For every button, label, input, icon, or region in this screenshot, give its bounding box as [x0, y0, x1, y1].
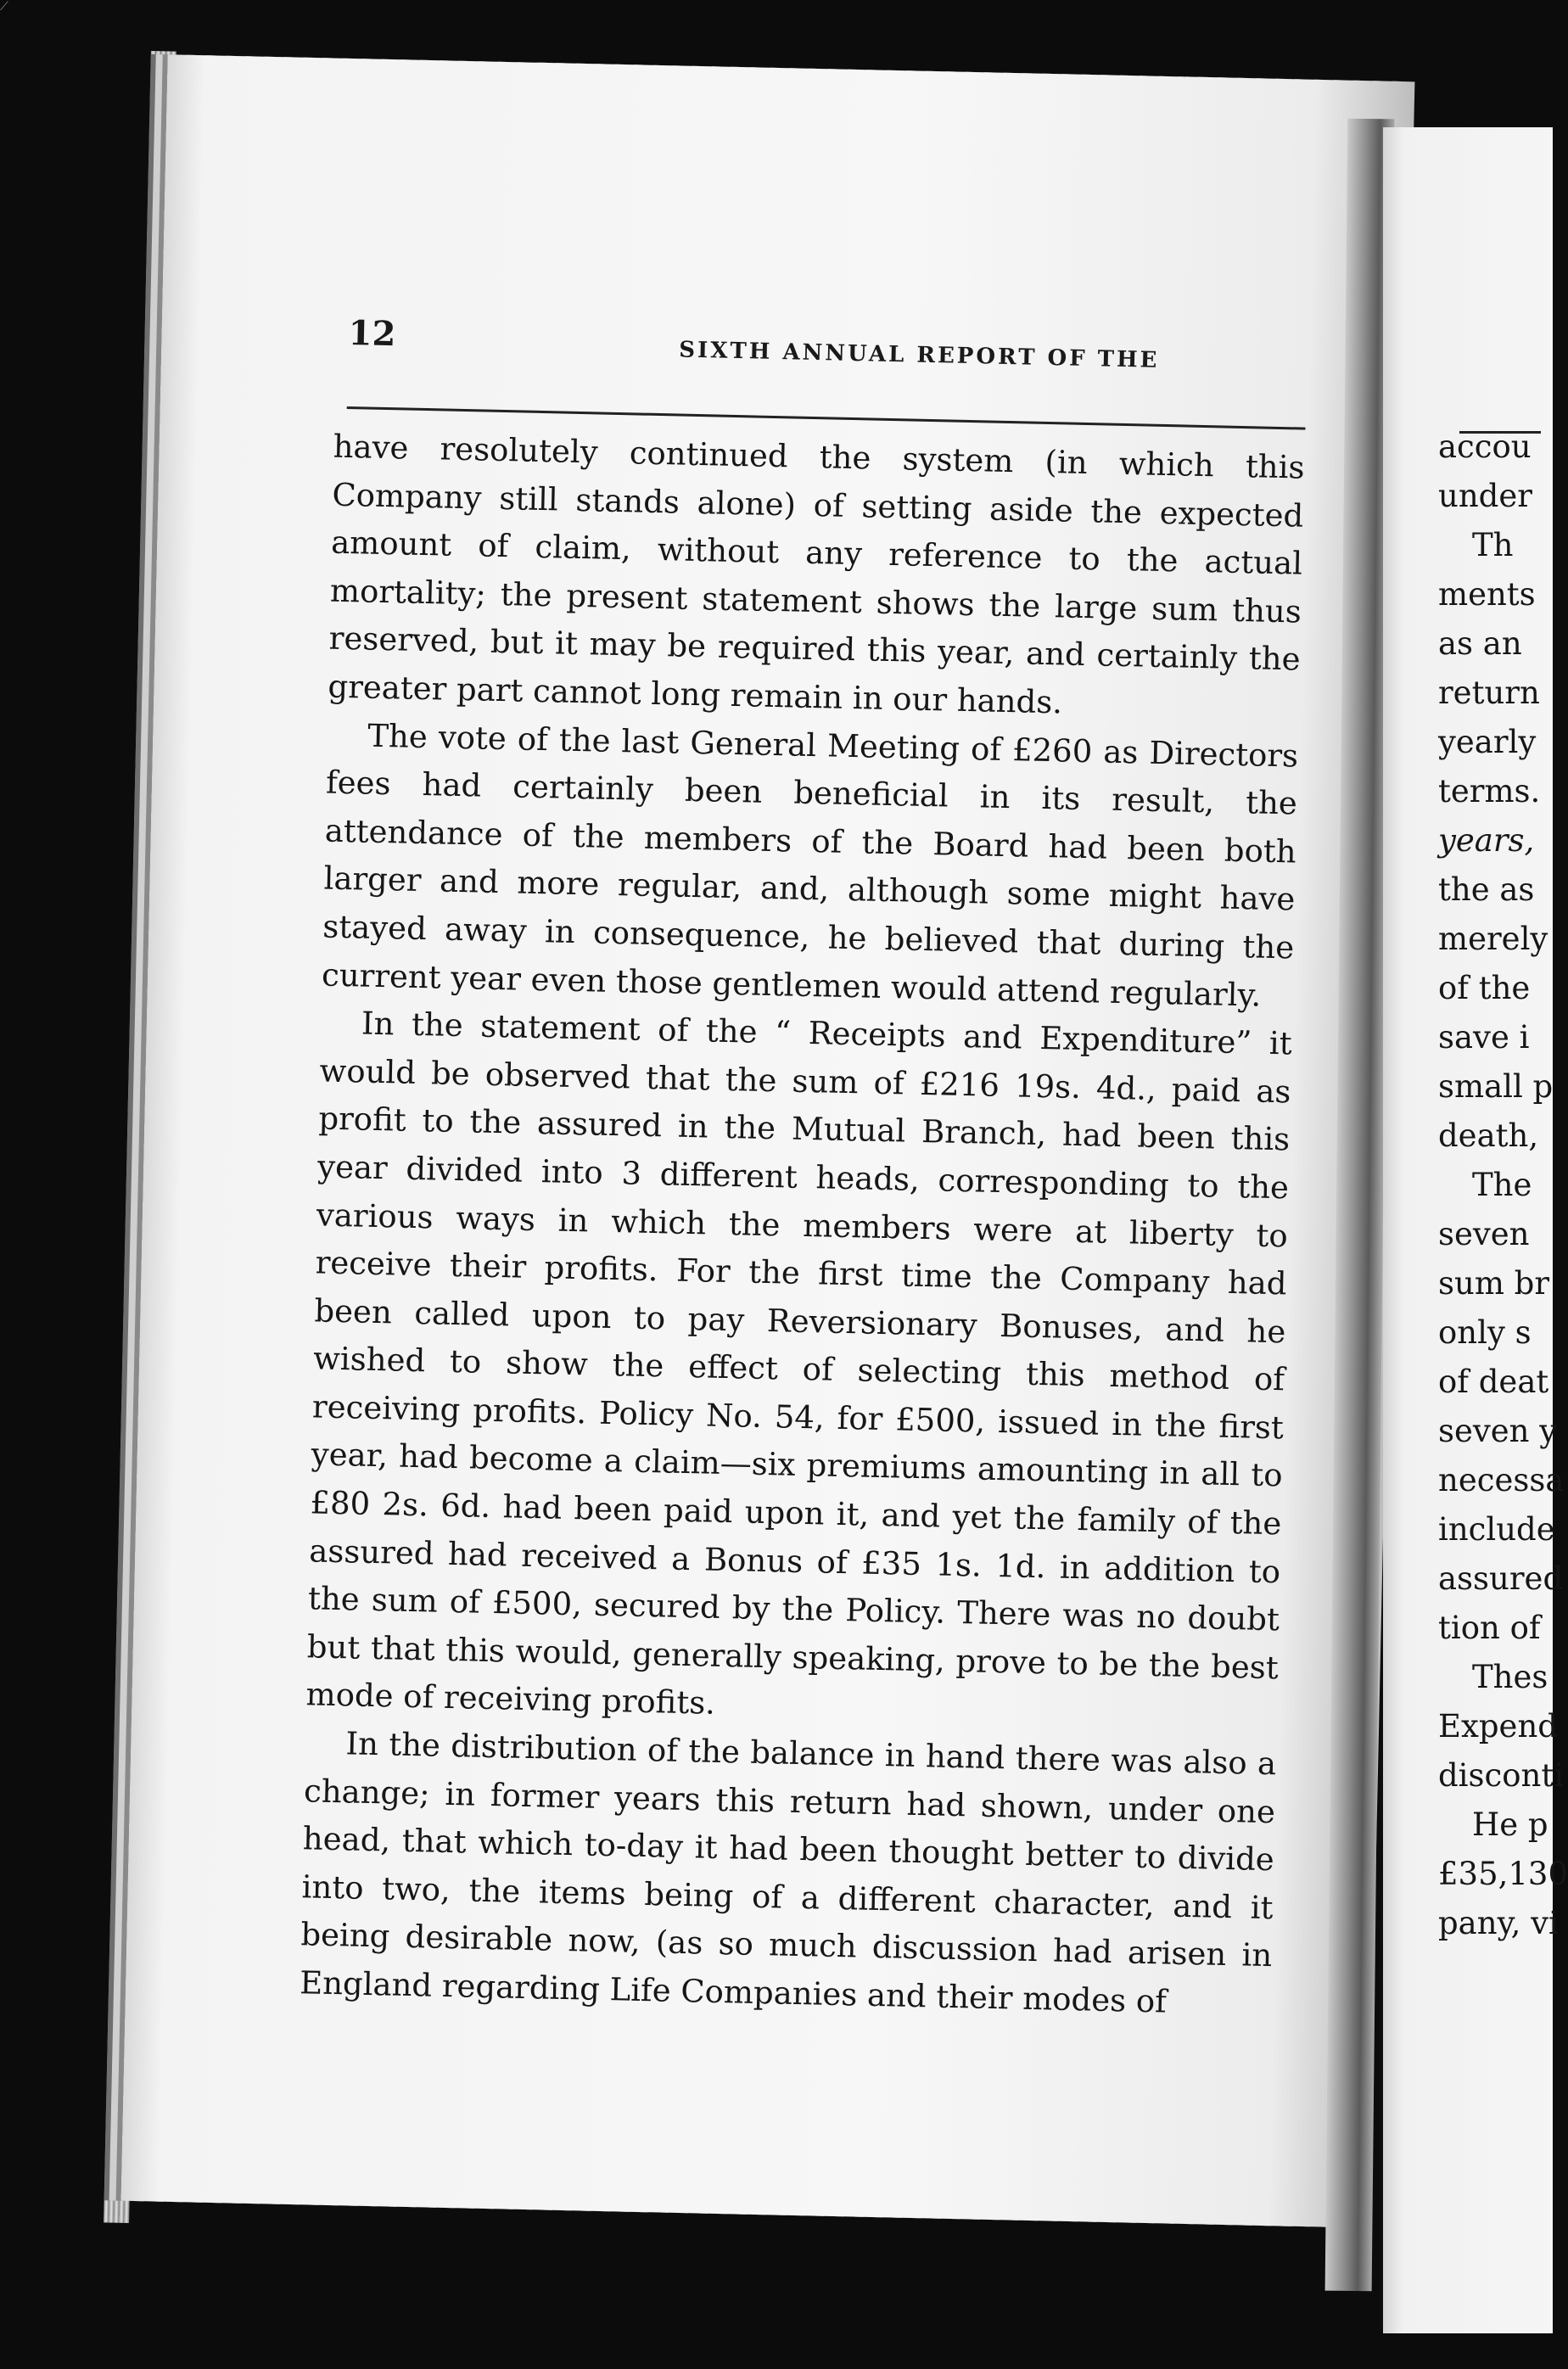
paragraph-2: The vote of the last General Meeting of £260 as Directors fees had certainly been beneficial in its result, the attendance of the members of the Board had been both larger and more regular, and, although some might have stayed away in consequence, he believed that during the current year even those gentlemen would attend regularly. [321, 717, 1299, 1014]
right-page-line: ments [1438, 576, 1536, 613]
right-page-line: necessa [1438, 1462, 1565, 1498]
right-page-line: the as [1438, 871, 1535, 908]
corner-mark: ⟋ [0, 0, 8, 14]
right-page-line: sum br [1438, 1265, 1550, 1302]
right-page-line: merely [1438, 921, 1548, 957]
right-page-line: assured [1438, 1560, 1564, 1597]
right-page-line: £35,130 [1438, 1856, 1568, 1892]
right-page-line: disconti [1438, 1757, 1565, 1794]
right-page-line: years, [1438, 822, 1535, 859]
right-page-line: The [1472, 1167, 1532, 1203]
right-page-line: under [1438, 478, 1532, 514]
paragraph-3: In the statement of the “ Receipts and Expenditure” it would be observed that the sum of £216 19s. 4d., paid as profit to the assured in the Mutual Branch, had been this year divided into 3 different heads, corresponding to the various ways in which the members were at liberty to receive their profits. For the first time the Company had been called upon to pay Reversionary Bonuses, and he wished to show the effect of selecting this method of receiving profits. Policy No. 54, for £500, issued in the first year, had become a claim—six premiums amounting in all to £80 2s. 6d. had been paid upon it, and yet the family of the assured had received a Bonus of £35 1s. 1d. in addition to the sum of £500, secured by the Policy. There was no doubt but that this would, generally speaking, prove to be the best mode of receiving profits. [305, 1005, 1293, 1722]
body-text [300, 423, 1305, 2029]
right-page-line: terms. [1438, 773, 1541, 809]
right-page-line: as an [1438, 625, 1522, 662]
page-header [348, 305, 1452, 396]
right-page-line: of deat [1438, 1364, 1549, 1400]
right-page-line: return [1438, 675, 1540, 711]
paragraph-4: In the distribution of the balance in hand there was also a change; in former years this return had shown, under one head, that which to-day it had been thought better to divide into two, the items being of a different character, and it being desirable now, (as so much discussion had arisen in England regarding Life Companies and their modes of [299, 1725, 1277, 2020]
right-page-line [1438, 373, 1548, 423]
right-page-line: save i [1438, 1019, 1530, 1056]
right-page-line: seven y [1438, 1413, 1558, 1449]
right-page-line: of the [1438, 970, 1531, 1006]
right-page-line: death, [1438, 1117, 1539, 1154]
right-page-line: pany, vi [1438, 1905, 1559, 1941]
page-number: 12 [348, 312, 396, 355]
right-page-text-fragments [1438, 373, 1568, 1948]
right-page-line: He p [1472, 1806, 1548, 1843]
right-page-line: seven [1438, 1216, 1530, 1252]
right-page-line: include [1438, 1511, 1555, 1548]
left-page [121, 54, 1415, 2227]
right-page-line: small p [1438, 1068, 1554, 1105]
running-head: SIXTH ANNUAL REPORT OF THE [678, 337, 1160, 373]
right-page-line: Thes [1472, 1659, 1548, 1695]
right-page-line: yearly [1438, 724, 1537, 760]
right-page-line: Expend [1438, 1708, 1558, 1745]
right-page-line: only s [1438, 1314, 1532, 1351]
paragraph-1: have resolutely continued the system (in which this Company still stands alone) of setting aside the expected amount of claim, without any reference to the actual mortality; the present statement shows the large sum thus reserved, but it may be required this year, and certainly the greater part cannot long remain in our hands. [328, 428, 1305, 721]
right-page-line: accou [1438, 428, 1532, 465]
right-page-line: Th [1472, 527, 1514, 563]
right-page-line: tion of [1438, 1610, 1541, 1646]
